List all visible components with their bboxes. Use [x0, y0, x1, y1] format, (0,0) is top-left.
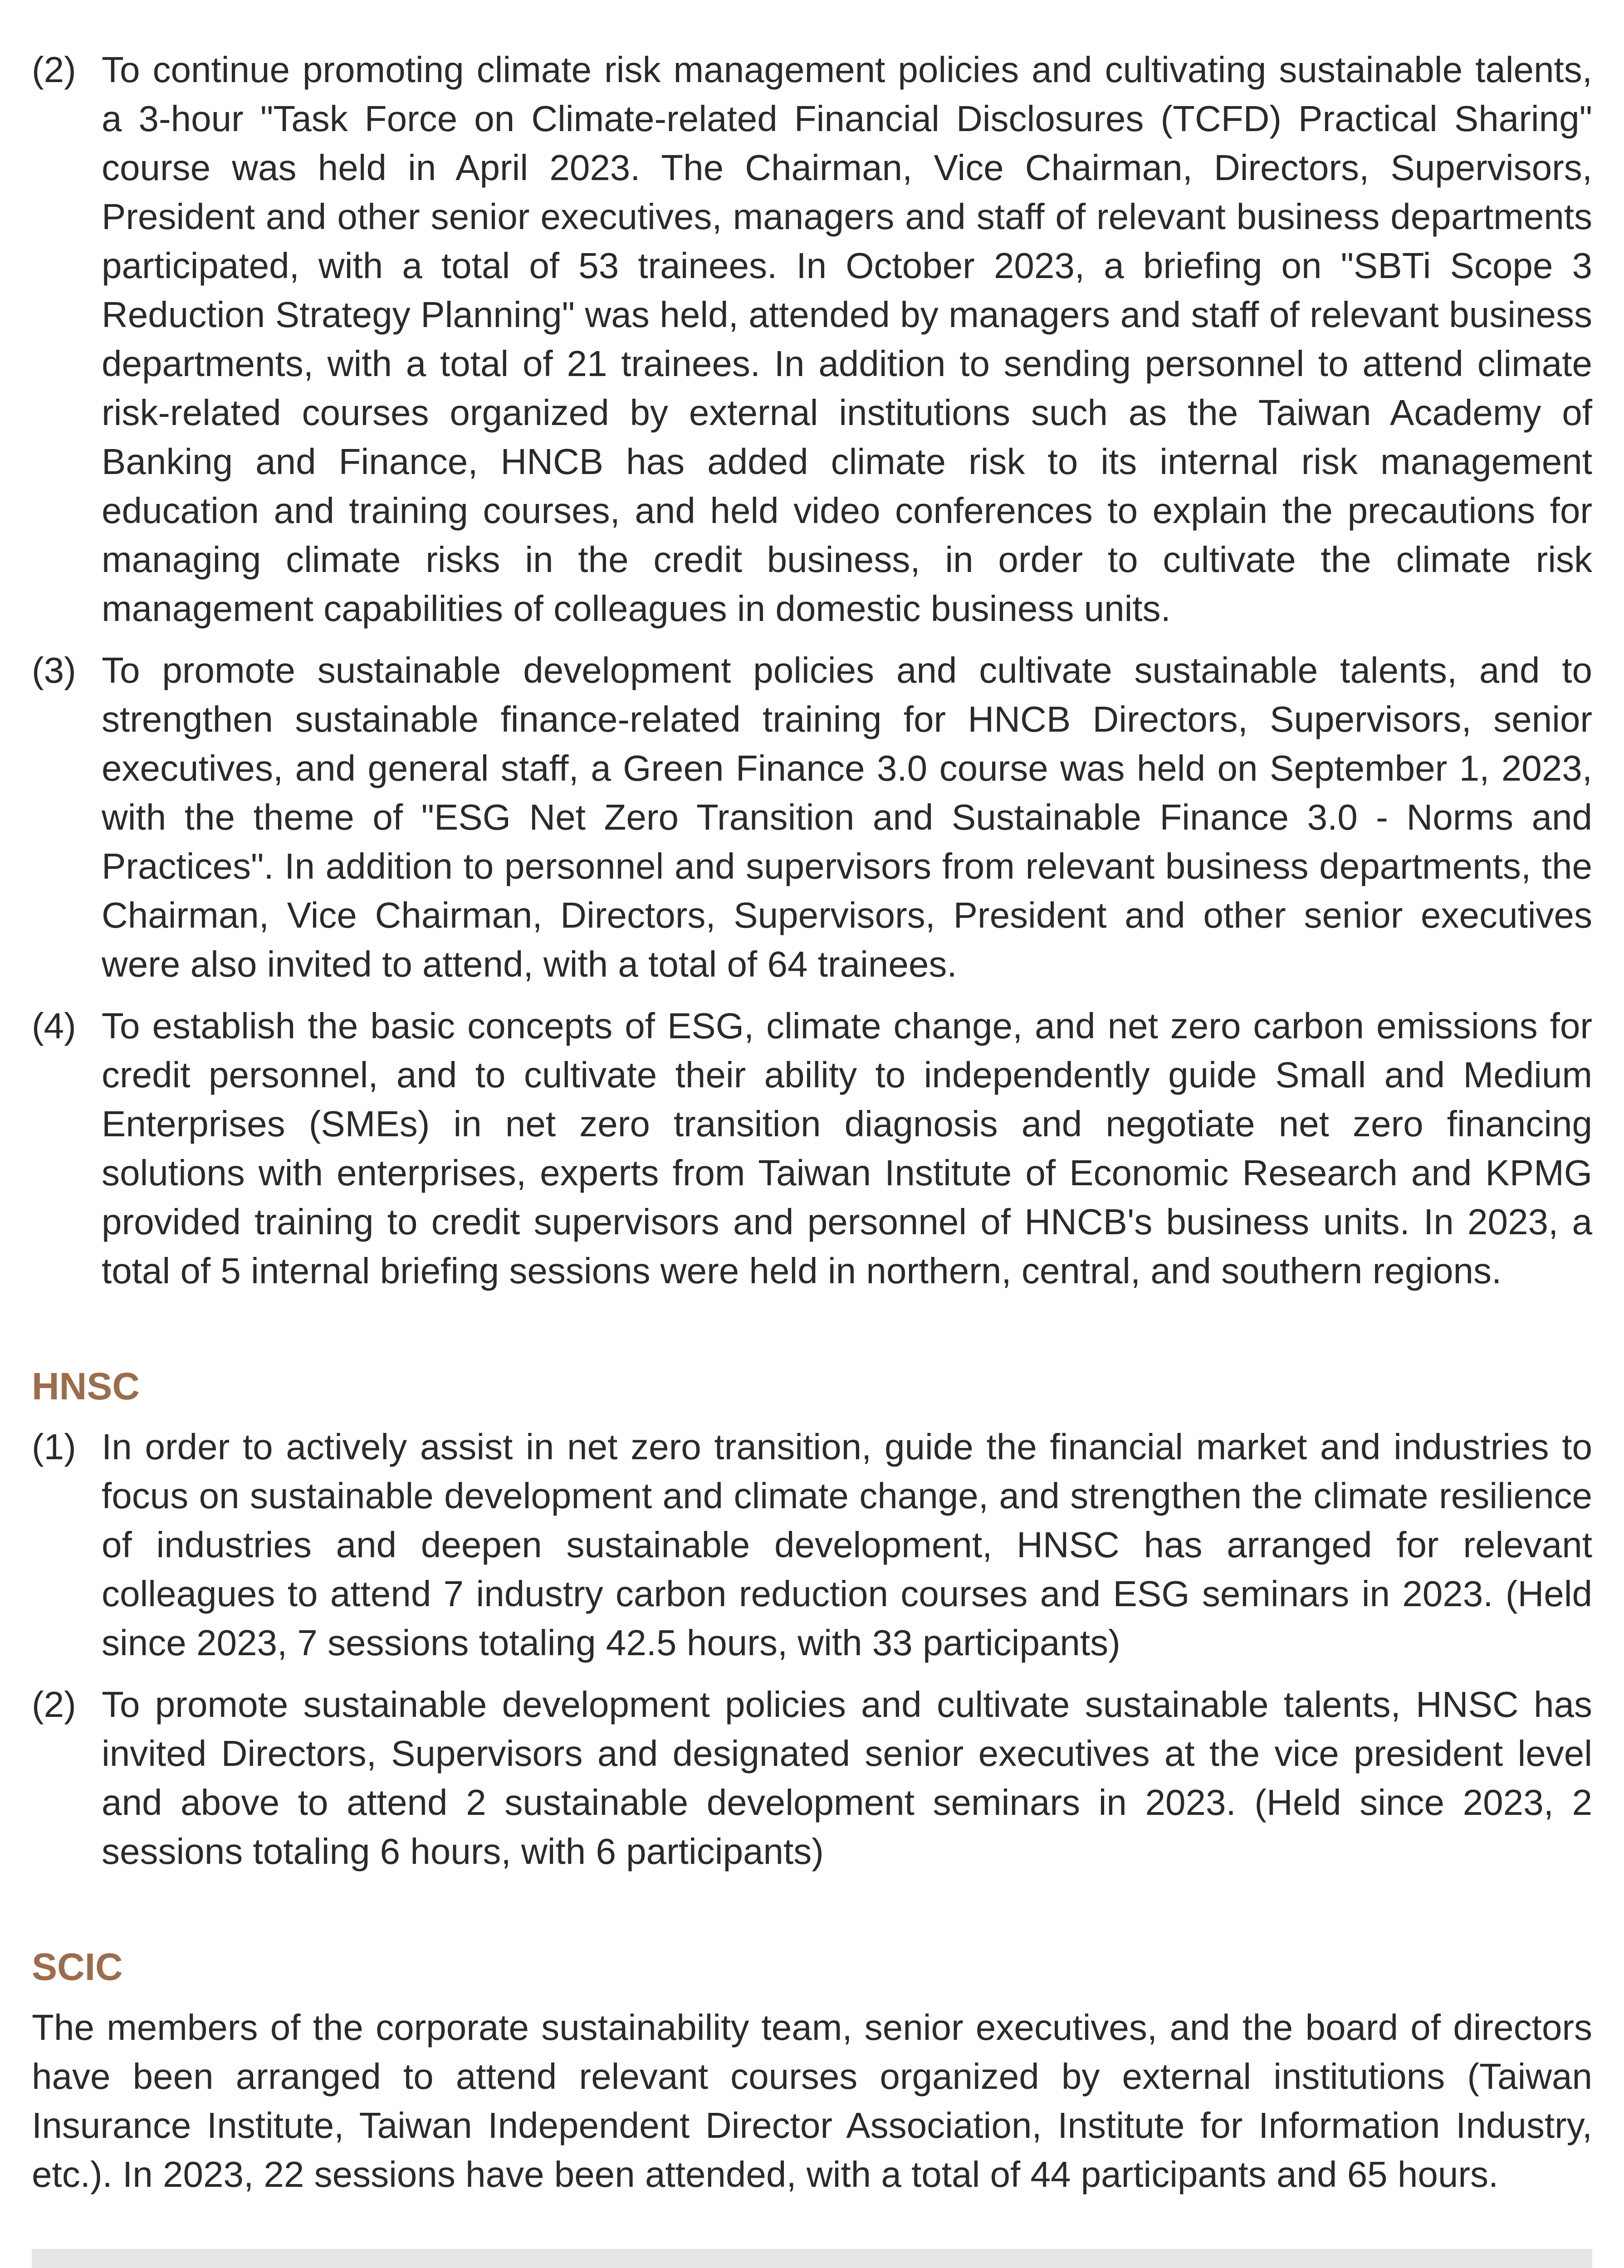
list-number: (2): [32, 1684, 76, 1725]
list-item: [32, 1422, 1592, 1667]
statistics-panel: [32, 2249, 1592, 2268]
list-item: [32, 646, 1592, 989]
hnsc-list: [32, 1422, 1592, 1876]
scic-paragraph: The members of the corporate sustainability team, senior executives, and the board of directors have been arranged to attend relevant courses organized by external institutions (Taiwan Insurance Institute, Taiwan Independent Director Association, Institute for Information Industry, etc.). In 2023, 22 sessions have been attended, with a total of 44 participants and 65 hours.: [32, 2007, 1592, 2195]
list-item: [32, 1680, 1592, 1876]
list-item: [32, 45, 1592, 633]
list-text: To establish the basic concepts of ESG, climate change, and net zero carbon emissions for credit personnel, and to cultivate their ability to independently guide Small and Medium Enterprises (SMEs) in net zero transition diagnosis and negotiate net zero financing solutions with enterprises, experts from Taiwan Institute of Economic Research and KPMG provided training to credit supervisors and personnel of HNCB's business units. In 2023, a total of 5 internal briefing sessions were held in northern, central, and southern regions.: [102, 1006, 1592, 1291]
list-text: To promote sustainable development policies and cultivate sustainable talents, and to strengthen sustainable finance-related training for HNCB Directors, Supervisors, senior executives, and general staff, a Green Finance 3.0 course was held on September 1, 2023, with the theme of "ESG Net Zero Transition and Sustainable Finance 3.0 - Norms and Practices". In addition to personnel and supervisors from relevant business departments, the Chairman, Vice Chairman, Directors, Supervisors, President and other senior executives were also invited to attend, with a total of 64 trainees.: [102, 650, 1592, 984]
list-number: (2): [32, 49, 76, 90]
list-item: [32, 1002, 1592, 1295]
list-text: To promote sustainable development policies and cultivate sustainable talents, HNSC has invited Directors, Supervisors and designated senior executives at the vice president level and above to attend 2 sustainable development seminars in 2023. (Held since 2023, 2 sessions totaling 6 hours, with 6 participants): [102, 1684, 1592, 1872]
document-body: [32, 45, 1592, 2199]
list-text: In order to actively assist in net zero transition, guide the financial market and industries to focus on sustainable development and climate change, and strengthen the climate resilience of industries and deepen sustainable development, HNSC has arranged for relevant colleagues to attend 7 industry carbon reduction courses and ESG seminars in 2023. (Held since 2023, 7 sessions totaling 42.5 hours, with 33 participants): [102, 1427, 1592, 1663]
list-number: (1): [32, 1427, 76, 1467]
list-number: (4): [32, 1006, 76, 1046]
hnsc-heading: HNSC: [32, 1365, 140, 1408]
list-number: (3): [32, 650, 76, 690]
list-text: To continue promoting climate risk management policies and cultivating sustainable talents, a 3-hour "Task Force on Climate-related Financial Disclosures (TCFD) Practical Sharing" course was held in April 2023. The Chairman, Vice Chairman, Directors, Supervisors, President and other senior executives, managers and staff of relevant business departments participated, with a total of 53 trainees. In October 2023, a briefing on "SBTi Scope 3 Reduction Strategy Planning" was held, attended by managers and staff of relevant business departments, with a total of 21 trainees. In addition to sending personnel to attend climate risk-related courses organized by external institutions such as the Taiwan Academy of Banking and Finance, HNCB has added climate risk to its internal risk management education and training courses, and held video conferences to explain the precautions for managing climate risks in the credit business, in order to cultivate the climate risk management capabilities of colleagues in domestic business units.: [102, 49, 1592, 629]
scic-heading: SCIC: [32, 1945, 123, 1988]
hncb-list: [32, 45, 1592, 1295]
